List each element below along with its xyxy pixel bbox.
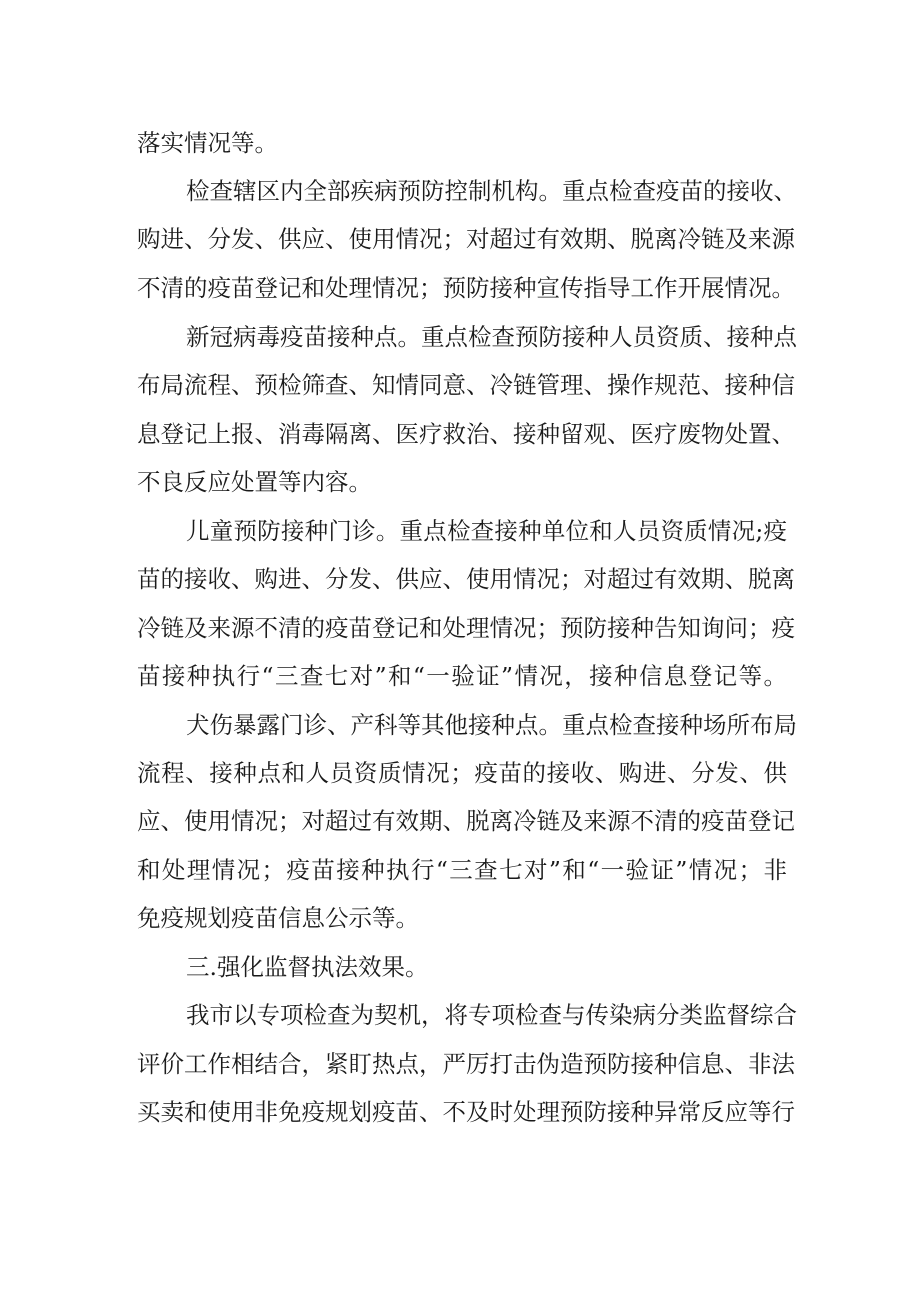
text-line-11: 冷链及来源不清的疫苗登记和处理情况；预防接种告知询问；疫 [137, 614, 795, 642]
text-line-16: 和处理情况；疫苗接种执行“三查七对”和“一验证”情况；非 [137, 856, 787, 884]
text-line-15: 应、使用情况；对超过有效期、脱离冷链及来源不清的疫苗登记 [137, 807, 795, 835]
text-line-3: 购进、分发、供应、使用情况；对超过有效期、脱离冷链及来源 [137, 225, 795, 253]
text-line-12: 苗接种执行“三查七对”和“一验证”情况，接种信息登记等。 [137, 662, 787, 690]
text-line-17: 免疫规划疫苗信息公示等。 [137, 904, 419, 932]
text-line-7: 息登记上报、消毒隔离、医疗救治、接种留观、医疗废物处置、 [137, 420, 795, 448]
text-line-9: 儿童预防接种门诊。重点检查接种单位和人员资质情况;疫 [186, 517, 787, 545]
text-line-8: 不良反应处置等内容。 [137, 468, 372, 496]
text-line-1: 落实情况等。 [137, 129, 278, 157]
text-line-2: 检查辖区内全部疾病预防控制机构。重点检查疫苗的接收、 [186, 177, 797, 205]
text-line-14: 流程、接种点和人员资质情况；疫苗的接收、购进、分发、供 [137, 759, 787, 787]
text-line-13: 犬伤暴露门诊、产科等其他接种点。重点检查接种场所布局 [186, 711, 797, 739]
text-line-6: 布局流程、预检筛查、知情同意、冷链管理、操作规范、接种信 [137, 371, 795, 399]
text-line-4: 不清的疫苗登记和处理情况；预防接种宣传指导工作开展情况。 [137, 274, 795, 302]
text-line-21: 买卖和使用非免疫规划疫苗、不及时处理预防接种异常反应等行 [137, 1098, 795, 1126]
text-line-20: 评价工作相结合，紧盯热点，严厉打击伪造预防接种信息、非法 [137, 1050, 795, 1078]
text-line-19: 我市以专项检查为契机，将专项检查与传染病分类监督综合 [186, 1001, 797, 1029]
text-line-5: 新冠病毒疫苗接种点。重点检查预防接种人员资质、接种点 [186, 323, 797, 351]
section-heading: 三.强化监督执法效果。 [186, 953, 429, 981]
text-line-10: 苗的接收、购进、分发、供应、使用情况；对超过有效期、脱离 [137, 565, 795, 593]
